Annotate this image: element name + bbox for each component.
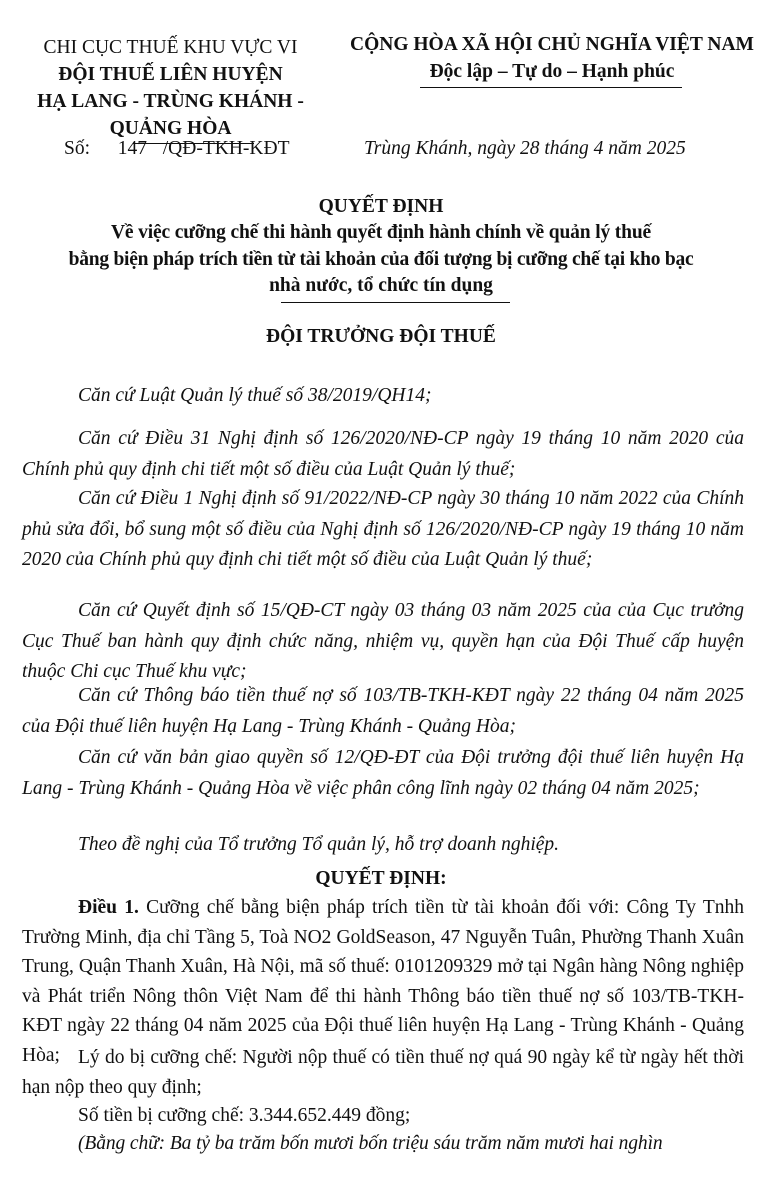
basis-7: Theo đề nghị của Tổ trưởng Tổ quản lý, hỗ trợ doanh nghiệp.	[78, 834, 560, 855]
basis-1: Căn cứ Luật Quản lý thuế số 38/2019/QH14;	[78, 385, 432, 406]
agency-name-line2: HẠ LANG - TRÙNG KHÁNH -	[37, 91, 304, 112]
authority-title: ĐỘI TRƯỞNG ĐỘI THUẾ	[266, 326, 496, 347]
basis-6: Căn cứ văn bản giao quyền số 12/QĐ-ĐT của Đội trưởng đội thuế liên huyện Hạ Lang - Trùng Khánh - Quảng Hòa về việc phân công lĩnh ngày 02 tháng 04 năm 2025;	[22, 747, 744, 799]
document-number	[64, 138, 290, 160]
article-1-amount-words: (Bằng chữ: Ba tỷ ba trăm bốn mươi bốn triệu sáu trăm năm mươi hai nghìn	[78, 1133, 663, 1154]
agency-block	[8, 34, 333, 142]
decision-heading: QUYẾT ĐỊNH:	[315, 868, 447, 889]
basis-3: Căn cứ Điều 1 Nghị định số 91/2022/NĐ-CP ngày 30 tháng 10 năm 2022 của Chính phủ sửa đổi, bổ sung một số điều của Nghị định số 126/2020/NĐ-CP ngày 19 tháng 10 năm 2020 của Chính phủ quy định chi tiết một số điều của Luật Quản lý thuế;	[22, 488, 744, 570]
motto-underline	[420, 87, 682, 88]
article-1-reason: Lý do bị cưỡng chế: Người nộp thuế có tiền thuế nợ quá 90 ngày kể từ ngày hết thời hạn nộp theo quy định;	[22, 1047, 744, 1098]
doc-type-title: QUYẾT ĐỊNH	[318, 196, 444, 217]
agency-name-line1: ĐỘI THUẾ LIÊN HUYỆN	[58, 64, 283, 85]
basis-2: Căn cứ Điều 31 Nghị định số 126/2020/NĐ-CP ngày 19 tháng 10 năm 2020 của Chính phủ quy định chi tiết một số điều của Luật Quản lý thuế;	[22, 428, 744, 480]
number-value: 147	[117, 138, 148, 159]
subject-line-1: Về việc cưỡng chế thi hành quyết định hành chính về quản lý thuế	[110, 222, 652, 243]
article-1-text: Cưỡng chế bằng biện pháp trích tiền từ tài khoản đối với: Công Ty Tnhh Trường Minh, địa chỉ Tầng 5, Toà NO2 GoldSeason, 47 Nguyễn Tuân, Phường Thanh Xuân Trung, Quận Thanh Xuân, Hà Nội, mã số thuế: 0101209329 mở tại Ngân hàng Nông nghiệp và Phát triển Nông thôn Việt Nam để thi hành Thông báo tiền thuế nợ số 103/TB-TKH-KĐT ngày 22 tháng 04 năm 2025 của Đội thuế liên huyện Hạ Lang - Trùng Khánh - Quảng Hòa;	[22, 897, 745, 1066]
subject-line-3: nhà nước, tổ chức tín dụng	[269, 275, 493, 296]
basis-5: Căn cứ Thông báo tiền thuế nợ số 103/TB-TKH-KĐT ngày 22 tháng 04 năm 2025 của Đội thuế liên huyện Hạ Lang - Trùng Khánh - Quảng Hòa;	[22, 685, 744, 737]
country-name: CỘNG HÒA XÃ HỘI CHỦ NGHĨA VIỆT NAM	[350, 34, 754, 55]
article-1-amount: Số tiền bị cưỡng chế: 3.344.652.449 đồng;	[78, 1105, 411, 1126]
place-date: Trùng Khánh, ngày 28 tháng 4 năm 2025	[364, 138, 686, 159]
basis-4: Căn cứ Quyết định số 15/QĐ-CT ngày 03 tháng 03 năm 2025 của của Cục trưởng Cục Thuế ban hành quy định chức năng, nhiệm vụ, quyền hạn của Đội Thuế cấp huyện thuộc Chi cục Thuế khu vực;	[22, 600, 744, 682]
number-prefix: Số:	[64, 138, 91, 159]
article-1-label: Điều 1.	[78, 897, 139, 918]
agency-name-line3: QUẢNG HÒA	[109, 118, 232, 139]
number-suffix: /QĐ-TKH-KĐT	[162, 138, 290, 159]
subject-underline	[281, 302, 510, 303]
agency-parent: CHI CỤC THUẾ KHU VỰC VI	[43, 37, 298, 58]
subject-line-2: bằng biện pháp trích tiền từ tài khoản của đối tượng bị cưỡng chế tại kho bạc	[68, 249, 694, 270]
motto: Độc lập – Tự do – Hạnh phúc	[429, 61, 675, 82]
